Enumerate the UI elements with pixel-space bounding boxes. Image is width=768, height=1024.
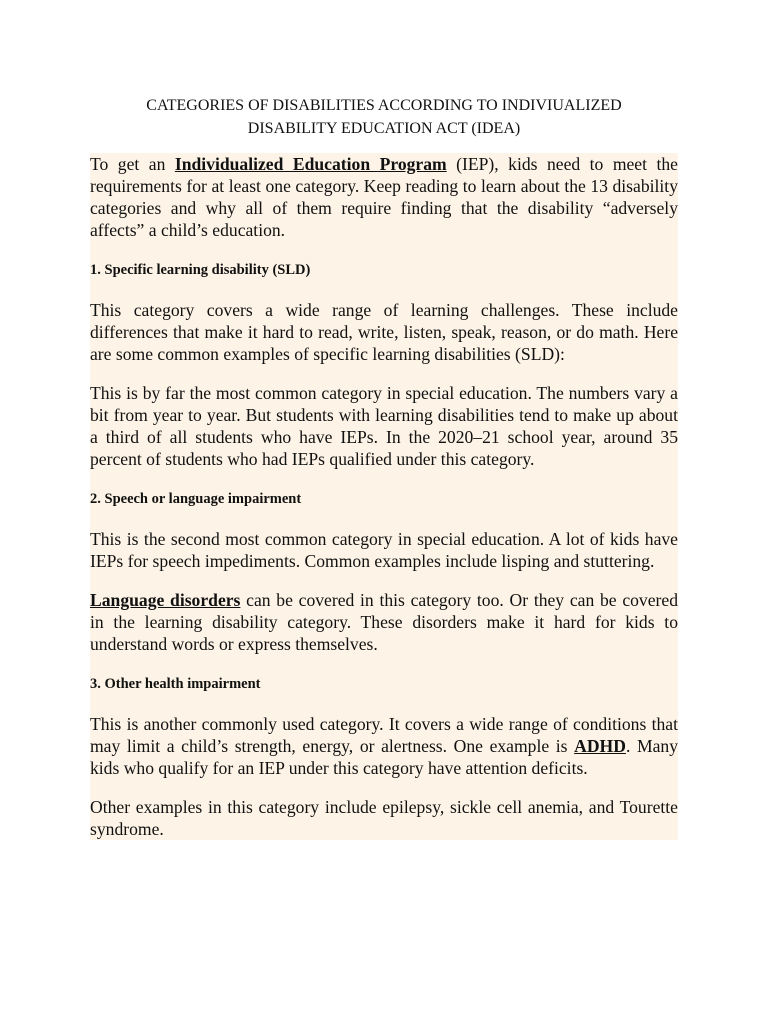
sld-paragraph-2: This is by far the most common category in special education. The numbers vary a bit from year to year. But students with learning disabilities tend to make up about a third of all students who have IEPs. In the 2020–21 school year, around 35 percent of students who had IEPs qualified under this category. (90, 383, 678, 469)
speech-paragraph-2-text: can be covered in this category too. Or they can be covered in the learning disability category. These disorders make it hard for kids to understand words or express themselves. (90, 590, 678, 654)
section-heading-ohi: 3. Other health impairment (90, 676, 261, 692)
speech-paragraph-1: This is the second most common category in special education. A lot of kids have IEPs for speech impediments. Common examples include lisping and stuttering. (90, 529, 678, 571)
section-heading-speech: 2. Speech or language impairment (90, 491, 302, 507)
ohi-paragraph-2: Other examples in this category include epilepsy, sickle cell anemia, and Tourette syndrome. (90, 797, 678, 839)
ohi-text-after: . Many kids who qualify for an IEP under this category have attention deficits. (90, 736, 679, 778)
document-body (90, 153, 678, 840)
title-line-1: CATEGORIES OF DISABILITIES ACCORDING TO INDIVIUALIZED (146, 97, 622, 114)
section-heading-sld: 1. Specific learning disability (SLD) (90, 262, 311, 278)
document-title (90, 94, 678, 140)
adhd-link[interactable]: ADHD (574, 736, 626, 756)
intro-text-after: (IEP), kids need to meet the requirements for at least one category. Keep reading to learn about the 13 disability categories and why all of them require finding that the disability “adversely affects” a child’s education. (90, 154, 678, 240)
ohi-paragraph-1 (90, 713, 678, 779)
intro-paragraph (90, 153, 678, 241)
intro-text-before: To get an (90, 154, 175, 174)
iep-link[interactable]: Individualized Education Program (174, 154, 447, 174)
language-disorders-link[interactable]: Language disorders (90, 590, 241, 610)
title-line-2: DISABILITY EDUCATION ACT (IDEA) (247, 120, 521, 137)
sld-paragraph-1: This category covers a wide range of learning challenges. These include differences that make it hard to read, write, listen, speak, reason, or do math. Here are some common examples of specific learning disabilities (SLD): (90, 300, 678, 364)
speech-paragraph-2 (90, 589, 678, 655)
ohi-text-before: This is another commonly used category. It covers a wide range of conditions that may limit a child’s strength, energy, or alertness. One example is (90, 714, 678, 756)
